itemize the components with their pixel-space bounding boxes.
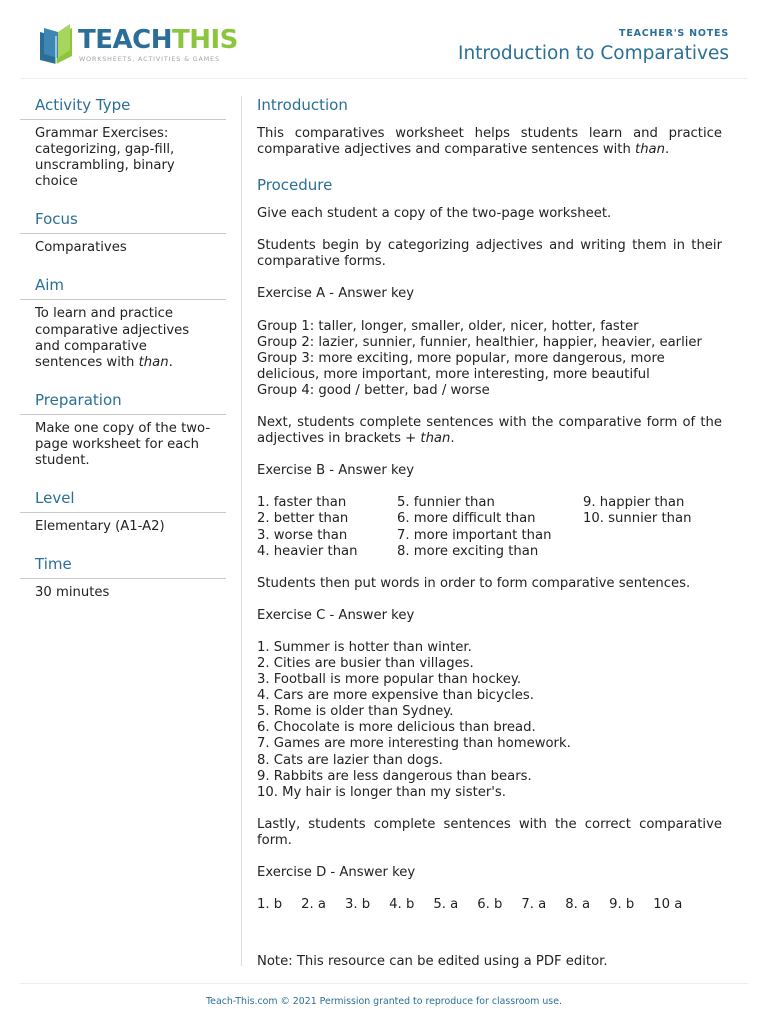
- sidebar-aim: [20, 274, 226, 370]
- answer-item: 1. faster than: [257, 495, 347, 511]
- answer-item: 8. more exciting than: [397, 543, 539, 559]
- copyright-footer: Teach-This.com © 2021 Permission granted to reproduce for classroom use.: [206, 996, 562, 1007]
- answer-line: 3. Football is more popular than hockey.: [257, 672, 522, 688]
- answer-item: 2. a: [301, 897, 327, 913]
- sidebar-heading: Level: [35, 489, 75, 508]
- procedure-paragraph: [257, 415, 722, 447]
- logo-tagline: WORKSHEETS, ACTIVITIES & GAMES: [79, 56, 220, 63]
- answer-line: 8. Cats are lazier than dogs.: [257, 752, 443, 768]
- aim-emphasis: than: [138, 354, 169, 370]
- procedure-paragraph: Lastly, students complete sentences with the correct comparative form.: [257, 816, 722, 848]
- answer-item: [583, 544, 722, 560]
- answer-line: 7. Games are more interesting than homework.: [257, 736, 571, 752]
- p3-end: .: [450, 431, 455, 447]
- sidebar-heading: Time: [35, 555, 72, 574]
- sidebar-text: [20, 300, 226, 370]
- aim-text: To learn and practice comparative adjectives and comparative sentences with: [35, 306, 190, 370]
- sidebar-heading: Aim: [35, 276, 65, 295]
- footer-divider: [20, 983, 748, 984]
- answer-item: 5. a: [433, 897, 459, 913]
- answer-item: 6. b: [477, 897, 503, 913]
- procedure-paragraph: Students begin by categorizing adjectives and writing them in their comparative forms.: [257, 238, 722, 270]
- procedure-paragraph: Students then put words in order to form comparative sentences.: [257, 575, 691, 591]
- p3-emphasis: than: [420, 431, 451, 447]
- open-book-icon: [36, 22, 76, 66]
- sidebar: [20, 94, 226, 619]
- answer-line: Group 3: more exciting, more popular, more dangerous, more: [257, 350, 665, 366]
- answer-line: Group 1: taller, longer, smaller, older, nicer, hotter, faster: [257, 318, 639, 334]
- answer-item: 10 a: [653, 897, 683, 913]
- sidebar-heading: Focus: [35, 210, 78, 229]
- column-divider: [241, 96, 242, 966]
- answer-item: 4. b: [389, 897, 415, 913]
- answer-line: delicious, more important, more interesting, more beautiful: [257, 366, 650, 382]
- answer-item: 10. sunnier than: [583, 511, 692, 527]
- procedure-paragraph: Give each student a copy of the two-page worksheet.: [257, 206, 612, 222]
- answer-item: 4. heavier than: [257, 543, 358, 559]
- introduction-text: [257, 126, 722, 158]
- answer-item: 2. better than: [257, 511, 349, 527]
- answer-item: 9. b: [609, 897, 635, 913]
- introduction-heading: Introduction: [257, 96, 348, 114]
- sidebar-text: Comparatives: [35, 240, 127, 256]
- main-content: [257, 94, 722, 986]
- sidebar-heading: Activity Type: [35, 96, 131, 114]
- answer-line: 5. Rome is older than Sydney.: [257, 704, 454, 720]
- intro-end: .: [665, 142, 670, 158]
- sidebar-time: [20, 553, 226, 601]
- exercise-c-answers: [257, 640, 722, 801]
- answer-line: 6. Chocolate is more delicious than bread.: [257, 720, 536, 736]
- sidebar-focus: [20, 208, 226, 256]
- answer-item: 9. happier than: [583, 495, 685, 511]
- sidebar-text: Make one copy of the two-page worksheet for each student.: [35, 420, 211, 469]
- answer-item: 5. funnier than: [397, 495, 495, 511]
- sidebar-activity-type: [20, 94, 226, 190]
- exercise-a-label: Exercise A - Answer key: [257, 286, 415, 302]
- answer-item: 8. a: [565, 897, 591, 913]
- answer-item: 3. worse than: [257, 527, 348, 543]
- answer-line: 9. Rabbits are less dangerous than bears.: [257, 768, 532, 784]
- answer-line: 10. My hair is longer than my sister's.: [257, 784, 506, 800]
- answer-line: 2. Cities are busier than villages.: [257, 655, 474, 671]
- answer-item: 7. more important than: [397, 527, 552, 543]
- answer-item: 1. b: [257, 897, 283, 913]
- exercise-d-label: Exercise D - Answer key: [257, 865, 416, 880]
- p3-text: Next, students complete sentences with the comparative form of the adjectives in brackets +: [257, 415, 722, 447]
- answer-line: Group 2: lazier, sunnier, funnier, healthier, happier, heavier, earlier: [257, 334, 702, 350]
- answer-item: 6. more difficult than: [397, 511, 536, 527]
- answer-line: 1. Summer is hotter than winter.: [257, 639, 472, 655]
- exercise-b-answers: [257, 495, 722, 559]
- sidebar-text: Elementary (A1-A2): [35, 519, 165, 535]
- sidebar-preparation: [20, 389, 226, 469]
- logo-text-this: THIS: [171, 25, 238, 55]
- sidebar-level: [20, 487, 226, 535]
- answer-item: 3. b: [345, 897, 371, 913]
- editing-note: Note: This resource can be edited using a PDF editor.: [257, 954, 608, 970]
- exercise-d-answers: [257, 897, 722, 913]
- exercise-a-answers: [257, 319, 722, 399]
- sidebar-text: Grammar Exercises: categorizing, gap-fill, unscrambling, binary choice: [35, 126, 175, 190]
- exercise-c-label: Exercise C - Answer key: [257, 607, 415, 623]
- aim-end: .: [168, 354, 173, 370]
- logo-wordmark: [78, 26, 238, 54]
- teach-this-logo: [36, 22, 236, 70]
- logo-text-teach: TEACH: [78, 25, 172, 55]
- page-header: [0, 0, 768, 80]
- exercise-b-label: Exercise B - Answer key: [257, 463, 415, 479]
- answer-item: 7. a: [521, 897, 547, 913]
- answer-line: Group 4: good / better, bad / worse: [257, 382, 490, 398]
- page-title: Introduction to Comparatives: [457, 43, 729, 64]
- answer-line: 4. Cars are more expensive than bicycles.: [257, 688, 534, 704]
- sidebar-heading: Preparation: [35, 390, 122, 409]
- intro-emphasis: than: [635, 142, 665, 158]
- procedure-heading: Procedure: [257, 176, 333, 195]
- header-divider: [20, 78, 748, 79]
- sidebar-text: 30 minutes: [35, 585, 110, 601]
- intro-text: This comparatives worksheet helps students learn and practice comparative adjectives and comparative sentences with: [257, 126, 722, 158]
- answer-item: [583, 528, 722, 544]
- teachers-notes-label: TEACHER'S NOTES: [619, 28, 729, 39]
